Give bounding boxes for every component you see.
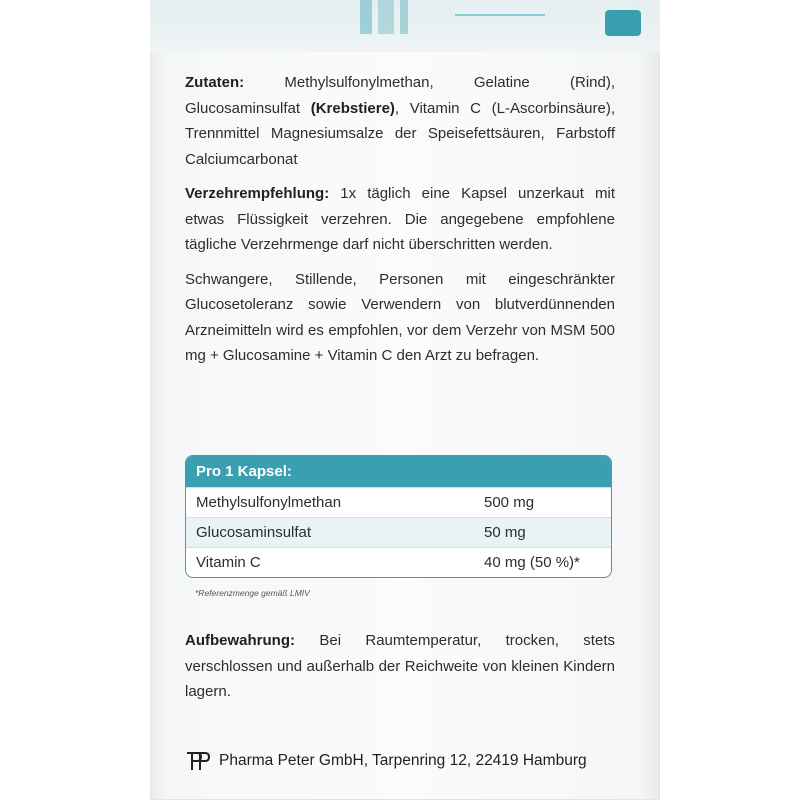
nutrient-name: Methylsulfonylmethan [196, 494, 342, 511]
top-decor-badge [605, 10, 641, 36]
top-decor-bars [360, 0, 408, 34]
top-decor-line [455, 14, 545, 16]
nutrient-name: Glucosaminsulfat [196, 524, 312, 541]
company-text: Pharma Peter GmbH, Tarpenring 12, 22419 Hamburg [219, 752, 587, 769]
pp-monogram-icon [185, 750, 211, 772]
nutrition-row [186, 547, 611, 577]
allergen-text: (Krebstiere) [310, 99, 395, 117]
ingredients-label: Zutaten: [185, 74, 245, 91]
nutrition-table-header: Pro 1 Kapsel: [186, 456, 611, 487]
warning-paragraph: Schwangere, Stillende, Personen mit eingeschränkter Glucosetoleranz sowie Verwendern von blutverdünnenden Arzneimitteln wird es empfohlen, vor dem Verzehr von MSM 500 mg + Glucosamine + Vitamin C den Arzt zu befragen. [185, 270, 615, 364]
company-address [185, 748, 587, 774]
nutrition-row [186, 487, 611, 517]
package-top-artwork [150, 0, 660, 52]
nutrition-footnote: *Referenzmenge gemäß LMIV [195, 588, 310, 598]
nutrient-value: 40 mg (50 %)* [484, 554, 580, 571]
nutrient-value: 500 mg [484, 494, 535, 511]
ingredients-paragraph [185, 70, 615, 172]
storage-text: Bei Raumtemperatur, trocken, stets verschlossen und außerhalb der Reichweite von kleinen Kindern lagern. [185, 632, 615, 700]
recommendation-text: 1x täglich eine Kapsel unzerkaut mit etwas Flüssigkeit verzehren. Die angegebene empfohlene tägliche Verzehrmenge darf nicht überschritten werden. [185, 185, 615, 253]
storage-paragraph [185, 628, 615, 705]
nutrient-name: Vitamin C [196, 554, 261, 571]
nutrition-table [185, 455, 612, 578]
nutrition-row [186, 517, 611, 547]
nutrient-value: 50 mg [484, 524, 526, 541]
recommendation-label: Verzehrempfehlung: [185, 185, 330, 202]
label-text [185, 70, 615, 378]
recommendation-paragraph [185, 181, 615, 258]
ingredients-text-2: , Vitamin C (L-Ascorbinsäure), Trennmittel Magnesiumsalze der Speisefettsäuren, Farbstoff Calciumcarbonat [185, 99, 616, 168]
ingredients-text-1: Methylsulfonylmethan, Gelatine (Rind), Glucosaminsulfat [185, 74, 615, 117]
storage-label: Aufbewahrung: [185, 632, 295, 649]
